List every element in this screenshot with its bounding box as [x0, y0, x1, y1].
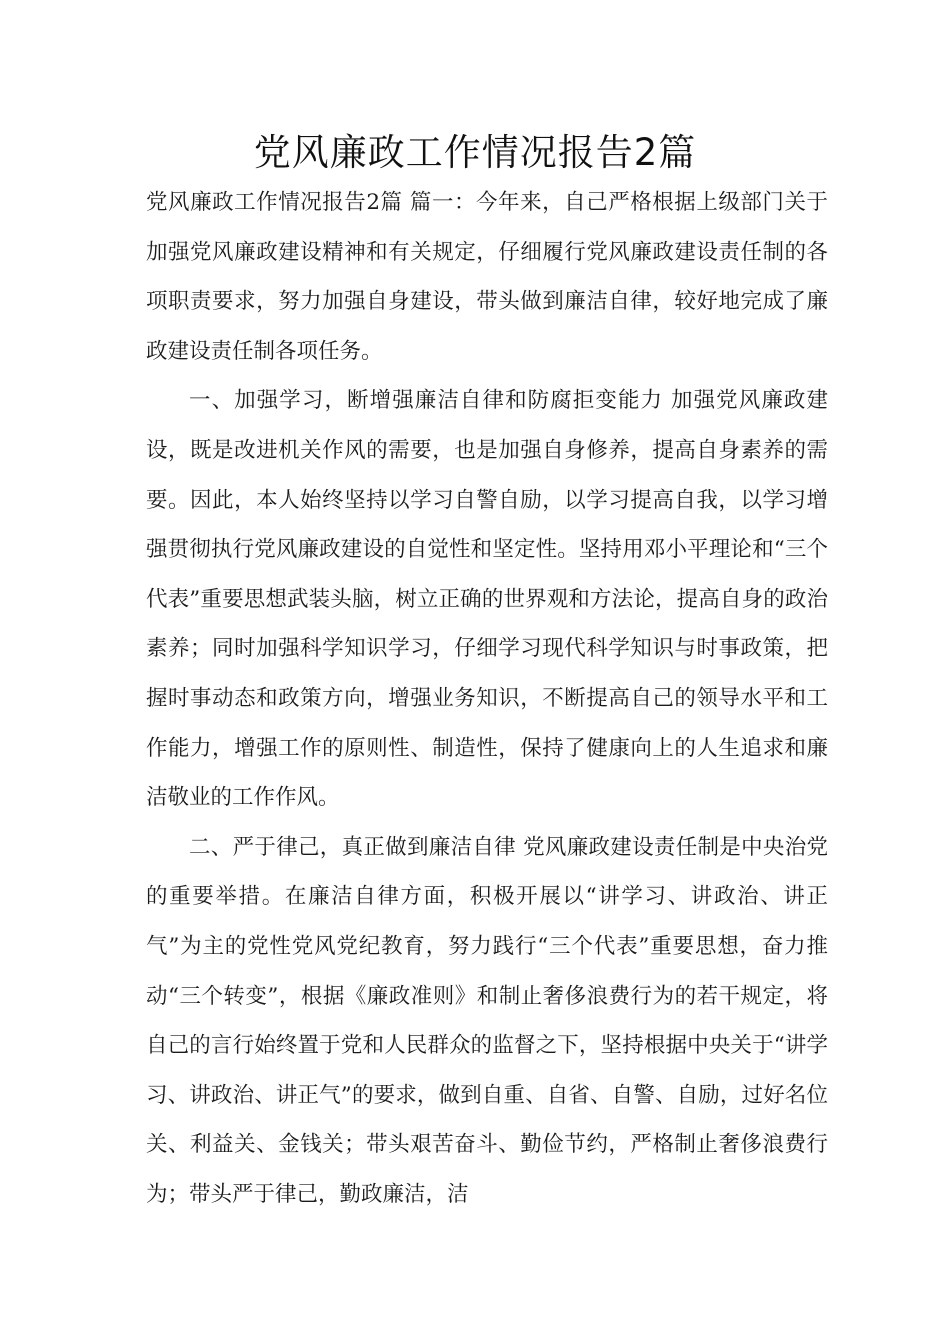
- document-title: 党风廉政工作情况报告2篇: [253, 131, 697, 174]
- paragraph-intro: 党风廉政工作情况报告2篇 篇一：今年来，自己严格根据上级部门关于加强党风廉政建设精神和有关规定，仔细履行党风廉政建设责任制的各项职责要求，努力加强自身建设，带头做到廉洁自律，较好地完成了廉政建设责任制各项任务。: [146, 190, 828, 364]
- paragraph-section-one: 一、加强学习，断增强廉洁自律和防腐拒变能力 加强党风廉政建设，既是改进机关作风的需要，也是加强自身修养，提高自身素养的需要。因此，本人始终坚持以学习自警自励，以学习提高自我，以学习增强贯彻执行党风廉政建设的自觉性和坚定性。坚持用邓小平理论和“三个代表”重要思想武装头脑，树立正确的世界观和方法论，提高自身的政治素养；同时加强科学知识学习，仔细学习现代科学知识与时事政策，把握时事动态和政策方向，增强业务知识，不断提高自己的领导水平和工作能力，增强工作的原则性、制造性，保持了健康向上的人生追求和廉洁敬业的工作作风。: [146, 388, 828, 811]
- paragraph-section-two: 二、严于律己，真正做到廉洁自律 党风廉政建设责任制是中央治党的重要举措。在廉洁自律方面，积极开展以“讲学习、讲政治、讲正气”为主的党性党风党纪教育，努力践行“三个代表”重要思想，奋力推动“三个转变”，根据《廉政准则》和制止奢侈浪费行为的若干规定，将自己的言行始终置于党和人民群众的监督之下，坚持根据中央关于“讲学习、讲政治、讲正气”的要求，做到自重、自省、自警、自励，过好名位关、利益关、金钱关；带头艰苦奋斗、勤俭节约，严格制止奢侈浪费行为；带头严于律己，勤政廉洁，洁: [146, 834, 828, 1207]
- document-body: [146, 178, 828, 1219]
